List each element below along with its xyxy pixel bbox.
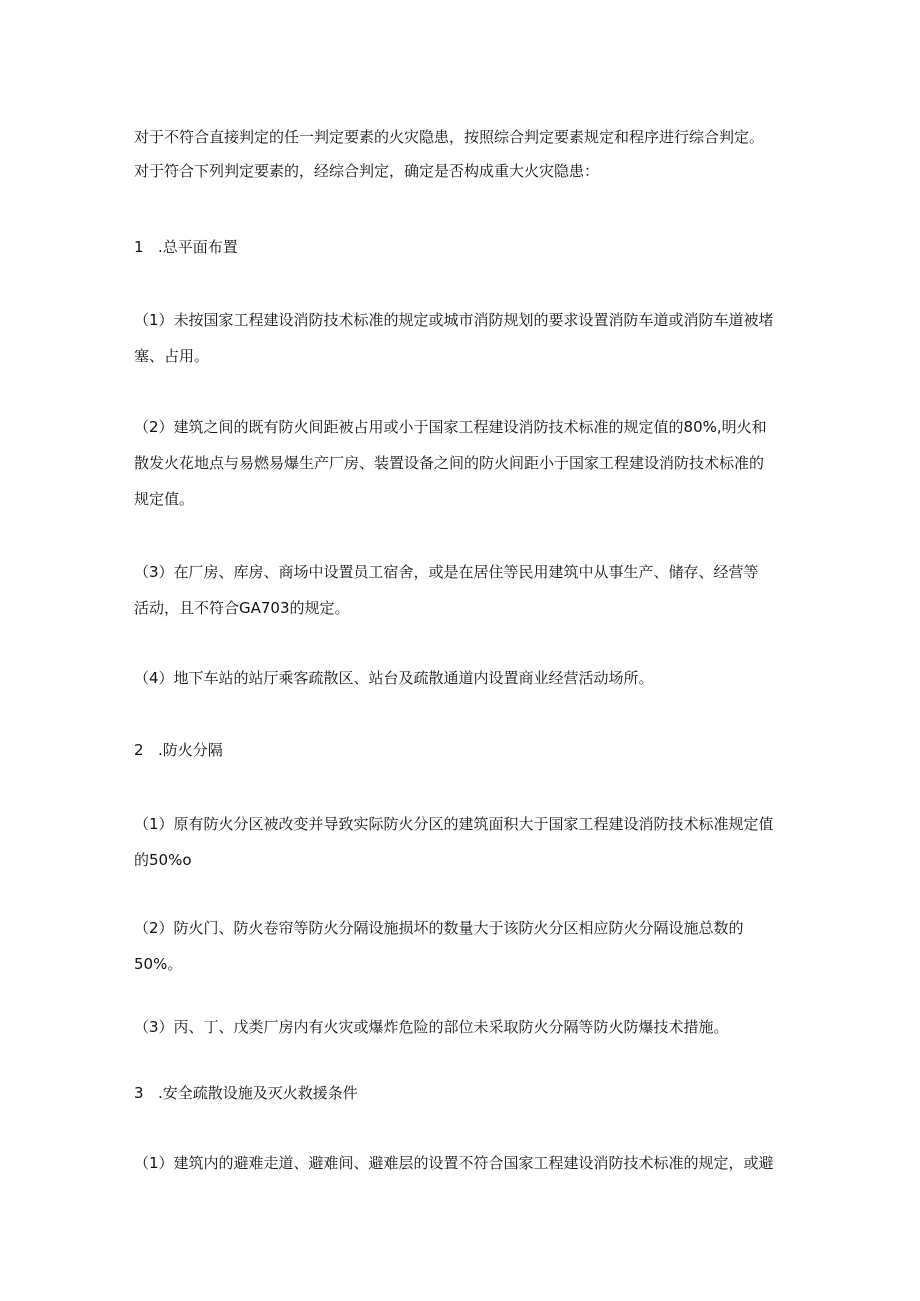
item-line: （4）地下车站的站厅乘客疏散区、站台及疏散通道内设置商业经营活动场所。 <box>134 669 654 687</box>
intro-line: 对于符合下列判定要素的，经综合判定，确定是否构成重大火灾隐患： <box>134 162 600 180</box>
item-line: 活动，且不符合GA703的规定。 <box>134 599 350 617</box>
section-number: 1 <box>134 238 144 256</box>
intro-paragraph <box>134 124 794 184</box>
item-line: （3）在厂房、库房、商场中设置员工宿舍，或是在居住等民用建筑中从事生产、储存、经营等 <box>134 563 759 581</box>
list-item <box>134 414 794 512</box>
section-number: 2 <box>134 741 144 759</box>
item-line: （1）原有防火分区被改变并导致实际防火分区的建筑面积大于国家工程建设消防技术标准规定值 <box>134 815 774 833</box>
section-title: .防火分隔 <box>158 741 223 759</box>
item-line: （1）建筑内的避难走道、避难间、避难层的设置不符合国家工程建设消防技术标准的规定，或避 <box>134 1154 774 1172</box>
section-number: 3 <box>134 1084 144 1102</box>
item-line: 的50%o <box>134 851 192 869</box>
list-item <box>134 811 794 873</box>
section-title: .总平面布置 <box>158 238 238 256</box>
section-heading <box>134 737 223 763</box>
item-line: 规定值。 <box>134 490 195 508</box>
list-item <box>134 1150 794 1176</box>
section-title: .安全疏散设施及灭火救援条件 <box>158 1084 358 1102</box>
list-item <box>134 307 794 369</box>
list-item <box>134 559 794 621</box>
item-line: （3）丙、丁、戊类厂房内有火灾或爆炸危险的部位未采取防火分隔等防火防爆技术措施。 <box>134 1018 729 1036</box>
item-line: （2）建筑之间的既有防火间距被占用或小于国家工程建设消防技术标准的规定值的80%,明火和 <box>134 418 767 436</box>
item-line: （1）未按国家工程建设消防技术标准的规定或城市消防规划的要求设置消防车道或消防车道被堵 <box>134 311 774 329</box>
intro-line: 对于不符合直接判定的任一判定要素的火灾隐患，按照综合判定要素规定和程序进行综合判定。 <box>134 128 765 146</box>
section-heading <box>134 234 238 260</box>
item-line: 50%。 <box>134 955 183 973</box>
list-item <box>134 665 794 691</box>
list-item <box>134 915 794 977</box>
list-item <box>134 1014 794 1040</box>
section-heading <box>134 1080 358 1106</box>
item-line: （2）防火门、防火卷帘等防火分隔设施损坏的数量大于该防火分区相应防火分隔设施总数的 <box>134 919 744 937</box>
item-line: 塞、占用。 <box>134 347 210 365</box>
item-line: 散发火花地点与易燃易爆生产厂房、装置设备之间的防火间距小于国家工程建设消防技术标准的 <box>134 454 765 472</box>
